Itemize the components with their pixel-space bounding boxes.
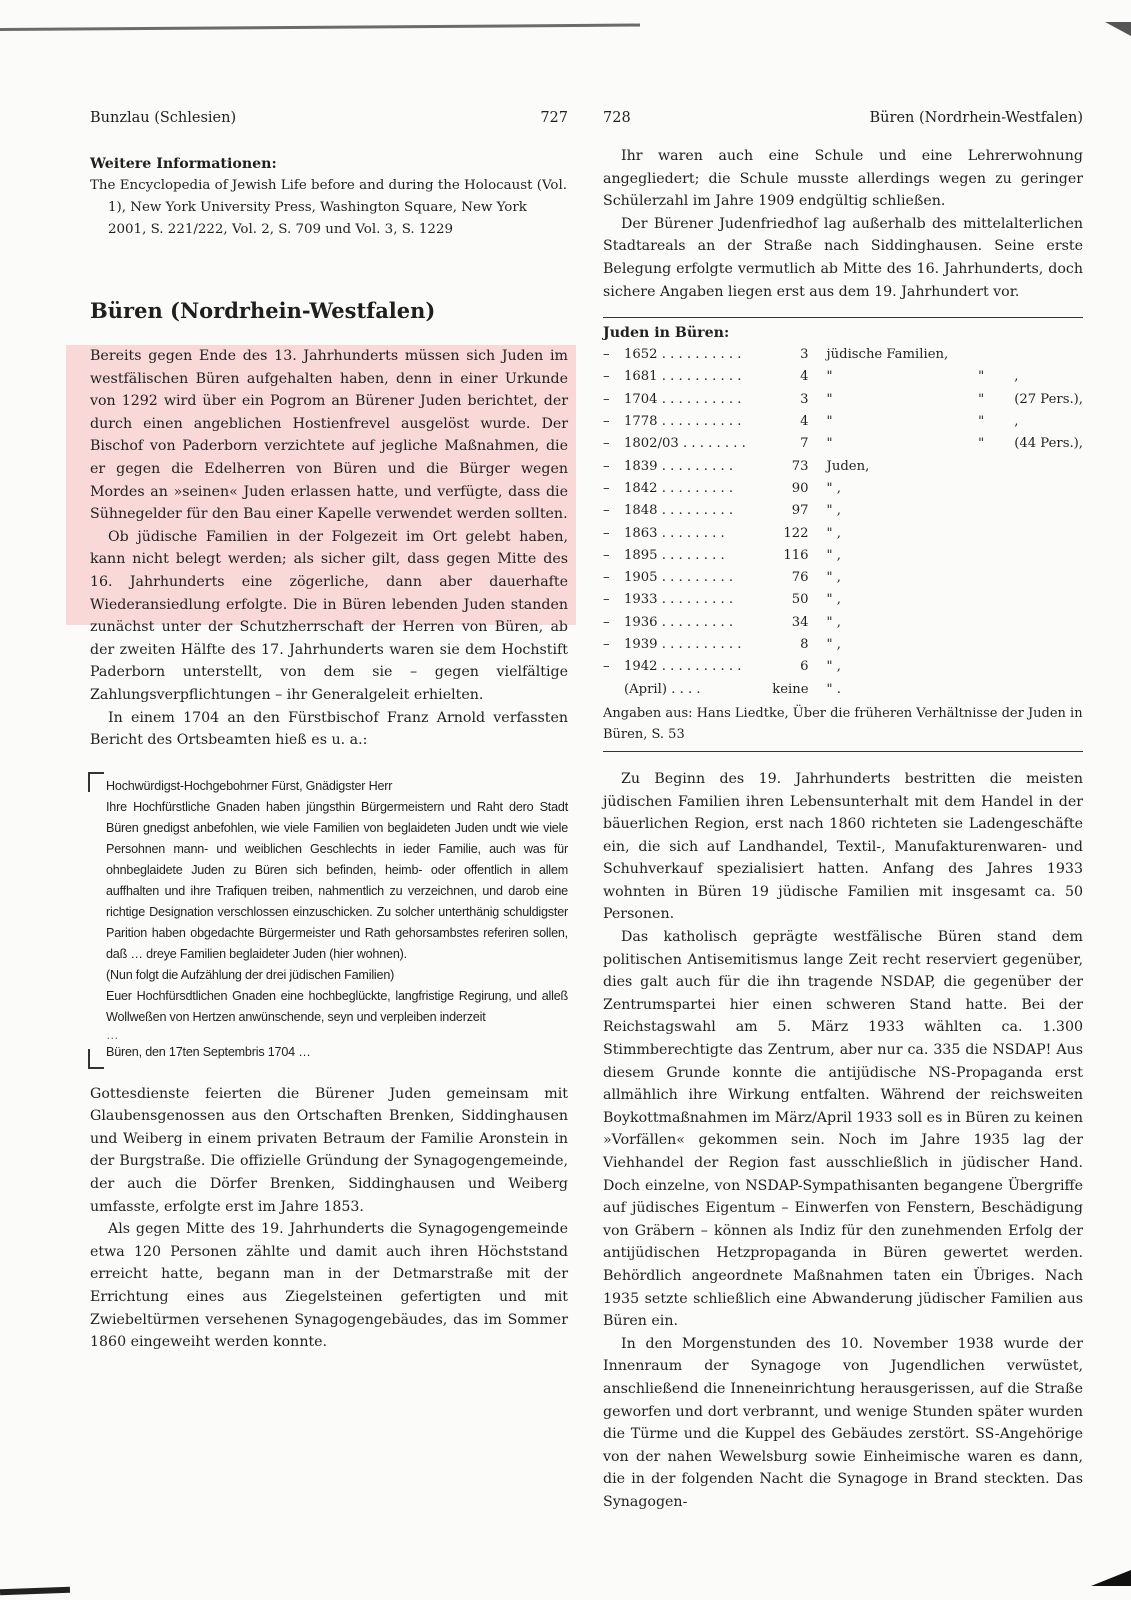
paragraph: Das katholisch geprägte westfälische Büren stand dem politischen Antisemitismus lange Zeit recht reserviert gegenüber, dies galt auch für die ihn tragende NSDAP, die gegenüber der Zentrumspartei hier einen schweren Stand hatte. Bei der Reichstagswahl am 5. März 1933 wählten ca. 1.300 Stimmberechtigte das Zentrum, aber nur ca. 335 die NSDAP! Aus diesem Grunde konnte die antijüdische NS-Propaganda erst allmählich ihre Wirkung entfalten. Während der reichsweiten Boykottmaßnahmen im März/April 1933 soll es in Büren zu keinen »Vorfällen« gekommen sein. Noch im Jahre 1935 lag der Viehhandel der Region fast ausschließlich in jüdischer Hand. Doch einzelne, von NSDAP-Sympathisanten begangene Übergriffe auf jüdisches Eigentum – Einwerfen von Fenstern, Beschädigung von Gräbern – können als Indiz für den zunehmenden Erfolg der antijüdischen Hetzpropaganda in Büren gewertet werden. Behördlich angeordnete Maßnahmen taten ein Übriges. Nach 1935 setzte schließlich eine Abwanderung jüdischer Familien aus Büren ein. — [603, 929, 1083, 1330]
quote-date: Büren, den 17ten Septembris 1704 … — [106, 1044, 311, 1059]
table-row — [603, 456, 1083, 478]
table-cell-extra — [1014, 500, 1083, 522]
table-row — [603, 478, 1083, 500]
table-cell-kind: " — [826, 436, 833, 452]
table-cell-d2 — [948, 634, 1014, 656]
table-row — [603, 411, 1083, 433]
page-corner-bottom-right — [1091, 1570, 1131, 1586]
table-cell-year: 1704 . . . . . . . . . . — [624, 391, 742, 407]
table-cell-dash: – — [603, 347, 610, 363]
paragraph: Gottesdienste feierten die Bürener Juden gemeinsam mit Glaubensgenossen aus den Ortschaften Brenken, Siddinghausen und Weiberg in einem privaten Betraum der Familie Aronstein in der Burgstraße. Die offizielle Gründung der Synagogengemeinde, der auch die Dörfer Brenken, Siddinghausen und Weiberg umfasste, erfolgte erst im Jahre 1853. — [90, 1085, 568, 1215]
table-cell-d2 — [948, 545, 1014, 567]
table-cell-d2 — [948, 523, 1014, 545]
table-cell-d2: " — [978, 369, 985, 385]
table-cell-count: 50 — [791, 592, 809, 608]
table-cell-extra — [1014, 679, 1083, 701]
table-cell-d2 — [948, 567, 1014, 589]
right-page — [603, 105, 1083, 1514]
table-cell-count: keine — [772, 681, 809, 697]
table-row — [603, 545, 1083, 567]
table-cell-count: 116 — [783, 547, 809, 563]
table-cell-dash: – — [603, 637, 610, 653]
right-running-title: Büren (Nordrhein-Westfalen) — [869, 109, 1083, 126]
table-cell-extra — [1014, 523, 1083, 545]
table-cell-extra: (44 Pers.), — [1014, 436, 1083, 452]
table-cell-kind: " . — [826, 681, 841, 697]
archival-quote — [90, 776, 568, 1063]
table-cell-count: 122 — [783, 525, 809, 541]
table-cell-extra — [1014, 344, 1083, 366]
paragraph: Zu Beginn des 19. Jahrhunderts bestritten die meisten jüdischen Familien ihren Lebensunterhalt mit dem Handel in der bäuerlichen Region, erst nach 1860 richteten sie Ladengeschäfte ein, die sich auf Landhandel, Textil-, Manufakturenwaren- und Schuhverkauf spezialisiert hatten. Anfang des Jahres 1933 wohnten in Büren 19 jüdische Familien mit insgesamt ca. 50 Personen. — [603, 770, 1083, 923]
page-corner-top-right — [1105, 22, 1131, 36]
table-cell-kind: jüdische Familien, — [826, 347, 949, 363]
quote-note: (Nun folgt die Aufzählung der drei jüdischen Familien) — [106, 967, 395, 982]
table-cell-kind: Juden, — [826, 458, 870, 474]
population-table — [603, 317, 1083, 752]
paragraph: Der Bürener Judenfriedhof lag außerhalb des mittelalterlichen Stadtareals an der Straße nach Siddinghausen. Seine erste Belegung erfolgte vermutlich ab Mitte des 16. Jahrhunderts, doch sichere Angaben liegen erst aus dem 19. Jahrhundert vor. — [603, 215, 1083, 300]
table-cell-count: 7 — [800, 436, 809, 452]
table-cell-kind: " , — [826, 503, 841, 519]
table-cell-year: 1933 . . . . . . . . . — [624, 592, 734, 608]
quote-closing: Euer Hochfürsdtlichen Gnaden eine hochbeglückte, langfristige Regirung, und alleß Wollweßen von Hertzen anwünschende, seyn und verpleiben inderzeit — [106, 988, 568, 1024]
table-cell-year: 1939 . . . . . . . . . . — [624, 637, 742, 653]
table-cell-kind: " — [826, 414, 833, 430]
table-cell-d2 — [948, 612, 1014, 634]
table-row — [603, 523, 1083, 545]
table-heading: Juden in Büren: — [603, 325, 730, 342]
paragraph: Bereits gegen Ende des 13. Jahrhunderts müssen sich Juden im westfälischen Büren aufgehalten haben, denn in einer Urkunde von 1292 wird über ein Pogrom an Bürener Juden berichtet, der durch einen angeblichen Hostienfrevel ausgelöst wurde. Der Bischof von Paderborn verzichtete auf jegliche Maßnahmen, die er gegen die Edelherren von Büren und die Bürger wegen Mordes an »seinen« Juden erlassen hatte, und verfügte, dass die Sühnegelder für den Bau einer Kapelle verwendet werden sollten. — [90, 348, 568, 523]
table-cell-kind: " , — [826, 614, 841, 630]
table-cell-dash: – — [603, 480, 610, 496]
table-cell-extra: (27 Pers.), — [1014, 391, 1083, 407]
table-cell-kind: " , — [826, 570, 841, 586]
table-cell-count: 34 — [791, 614, 809, 630]
table-cell-year: 1936 . . . . . . . . . — [624, 614, 734, 630]
table-cell-dash: – — [603, 391, 610, 407]
table-cell-dash: – — [603, 547, 610, 563]
table-cell-dash: – — [603, 436, 610, 452]
table-cell-d2 — [948, 456, 1014, 478]
table-cell-count: 3 — [800, 347, 809, 363]
table-cell-year: 1863 . . . . . . . . — [624, 525, 725, 541]
table-row — [603, 679, 1083, 701]
table-cell-d2: " — [978, 414, 985, 430]
table-cell-extra — [1014, 589, 1083, 611]
table-cell-dash: – — [603, 614, 610, 630]
table-cell-year: 1802/03 . . . . . . . . — [624, 436, 746, 452]
right-running-header — [603, 105, 1083, 131]
table-cell-kind: " — [826, 369, 833, 385]
table-cell-extra — [1014, 567, 1083, 589]
reference-entry: The Encyclopedia of Jewish Life before and during the Holocaust (Vol. 1), New York University Press, Washington Square, New York 2001, S. 221/222, Vol. 2, S. 709 und Vol. 3, S. 1229 — [90, 178, 568, 237]
paragraph: In einem 1704 an den Fürstbischof Franz Arnold verfassten Bericht des Ortsbeamten hieß es u. a.: — [90, 709, 568, 749]
table-row — [603, 366, 1083, 388]
table-cell-extra — [1014, 634, 1083, 656]
table-cell-dash: – — [603, 570, 610, 586]
table-cell-d2 — [948, 679, 1014, 701]
table-cell-kind: " , — [826, 637, 841, 653]
table-cell-dash: – — [603, 414, 610, 430]
table-cell-year: 1842 . . . . . . . . . — [624, 480, 734, 496]
table-row — [603, 612, 1083, 634]
table-cell-year: 1778 . . . . . . . . . . — [624, 414, 742, 430]
page-edge-shadow-bottom-left — [0, 1587, 70, 1595]
table-cell-dash: – — [603, 592, 610, 608]
table-cell-count: 73 — [791, 458, 809, 474]
table-cell-count: 76 — [791, 570, 809, 586]
table-cell-extra: , — [1014, 369, 1019, 385]
page-edge-shadow-top — [0, 24, 640, 31]
paragraph: Als gegen Mitte des 19. Jahrhunderts die Synagogengemeinde etwa 120 Personen zählte und damit auch ihren Höchststand erreicht hatte, begann man in der Detmarstraße mit der Errichtung eines aus Ziegelsteinen gefertigten und mit Zwiebeltürmen versehenen Synagogengebäudes, das im Sommer 1860 eingeweiht werden konnte. — [90, 1221, 568, 1351]
table-cell-kind: " , — [826, 659, 841, 675]
table-row — [603, 656, 1083, 678]
table-cell-year: 1652 . . . . . . . . . . — [624, 347, 742, 363]
right-page-number: 728 — [603, 109, 631, 126]
table-cell-dash: – — [603, 659, 610, 675]
table-cell-count: 8 — [800, 637, 809, 653]
table-cell-d2 — [948, 500, 1014, 522]
quote-ellipsis: … — [106, 1027, 119, 1042]
table-cell-kind: " , — [826, 592, 841, 608]
population-table-body — [603, 344, 1083, 701]
table-cell-count: 4 — [800, 414, 809, 430]
quote-bracket-bottom — [88, 1049, 104, 1069]
table-cell-d2 — [948, 589, 1014, 611]
table-cell-year: 1905 . . . . . . . . . — [624, 570, 734, 586]
quote-body: Ihre Hochfürstliche Gnaden haben jüngsthin Bürgermeistern und Raht dero Stadt Büren gnedigst anbefohlen, wie viele Familien von beglaideten Juden undt wie viele Persohnen mann- und weiblichen Geschlechts in ieder Familie, auch was für ohnbeglaidete Juden zu Büren sich befinden, heimb- oder offentlich in allem auffhalten und ihre Trafiquen treiben, nahmentlich zu verzeichnen, und darob eine richtige Designation verschlossen einzuschicken. Zu solcher unterthänig schuldigster Parition haben obgedachte Bürgermeister und Rath gehorsambstes referiren sollen, daß … dreye Familien beglaideter Juden (hier wohnen). — [106, 799, 568, 961]
table-row — [603, 500, 1083, 522]
table-cell-year: 1848 . . . . . . . . . — [624, 503, 734, 519]
table-cell-dash: – — [603, 525, 610, 541]
table-cell-count: 4 — [800, 369, 809, 385]
table-source: Angaben aus: Hans Liedtke, Über die früheren Verhältnisse der Juden in Büren, S. 53 — [603, 705, 1083, 742]
table-cell-kind: " — [826, 391, 833, 407]
table-row — [603, 589, 1083, 611]
left-running-header — [90, 105, 568, 131]
table-cell-kind: " , — [826, 547, 841, 563]
table-cell-extra — [1014, 456, 1083, 478]
paragraph: Ihr waren auch eine Schule und eine Lehrerwohnung angegliedert; die Schule musste allerdings wegen zu geringer Schülerzahl im Jahre 1909 endgültig schließen. — [603, 148, 1083, 210]
table-cell-extra — [1014, 656, 1083, 678]
table-cell-extra — [1014, 478, 1083, 500]
table-cell-count: 97 — [791, 503, 809, 519]
table-cell-dash: – — [603, 369, 610, 385]
table-row — [603, 433, 1083, 455]
table-row — [603, 389, 1083, 411]
quote-bracket-top — [88, 772, 104, 792]
info-heading: Weitere Informationen: — [90, 156, 277, 172]
table-cell-d2: " — [978, 391, 985, 407]
table-cell-year: 1839 . . . . . . . . . — [624, 458, 734, 474]
table-cell-d2 — [948, 656, 1014, 678]
table-cell-dash: – — [603, 458, 610, 474]
table-cell-count: 90 — [791, 480, 809, 496]
table-row — [603, 634, 1083, 656]
table-cell-dash: – — [603, 503, 610, 519]
table-cell-d2 — [948, 344, 1014, 366]
table-cell-extra — [1014, 545, 1083, 567]
left-page — [90, 105, 568, 1354]
left-running-title: Bunzlau (Schlesien) — [90, 109, 237, 126]
table-cell-year: 1942 . . . . . . . . . . — [624, 659, 742, 675]
table-cell-extra — [1014, 612, 1083, 634]
paragraph: Ob jüdische Familien in der Folgezeit im Ort gelebt haben, kann nicht belegt werden; als sicher gilt, dass gegen Mitte des 16. Jahrhunderts eine zögerliche, dann aber dauerhafte Wiederansiedlung erfolgte. Die in Büren lebenden Juden standen zunächst unter der Schutzherrschaft der Herren von Büren, ab der zweiten Hälfte des 17. Jahrhunderts waren sie dem Hochstift Paderborn unterstellt, von dem sie – gegen vielfältige Zahlungsverpflichtungen – ihr Generalgeleit erhielten. — [90, 528, 568, 703]
table-cell-dash — [603, 679, 624, 701]
section-title: Büren (Nordrhein-Westfalen) — [90, 298, 436, 323]
table-cell-kind: " , — [826, 525, 841, 541]
paragraph: In den Morgenstunden des 10. November 1938 wurde der Innenraum der Synagoge von Jugendlichen verwüstet, anschließend die Inneneinrichtung herausgerissen, auf die Straße geworfen und dort verbrannt, und wenige Stunden später wurden die Türme und die Kuppel des Gebäudes zerstört. SS-Angehörige von der nahen Wewelsburg sowie Einheimische waren es dann, die in der folgenden Nacht die Synagoge in Brand steckten. Das Synagogen- — [603, 1335, 1083, 1510]
table-cell-d2: " — [978, 436, 985, 452]
quote-salutation: Hochwürdigst-Hochgebohrner Fürst, Gnädigster Herr — [106, 778, 393, 793]
table-row — [603, 344, 1083, 366]
table-cell-count: 3 — [800, 391, 809, 407]
table-cell-year: 1681 . . . . . . . . . . — [624, 369, 742, 385]
table-cell-extra: , — [1014, 414, 1019, 430]
table-row — [603, 567, 1083, 589]
table-cell-d2 — [948, 478, 1014, 500]
table-cell-year: (April) . . . . — [624, 681, 701, 697]
table-cell-year: 1895 . . . . . . . . — [624, 547, 725, 563]
left-page-number: 727 — [540, 109, 568, 126]
table-cell-count: 6 — [800, 659, 809, 675]
table-cell-kind: " , — [826, 480, 841, 496]
